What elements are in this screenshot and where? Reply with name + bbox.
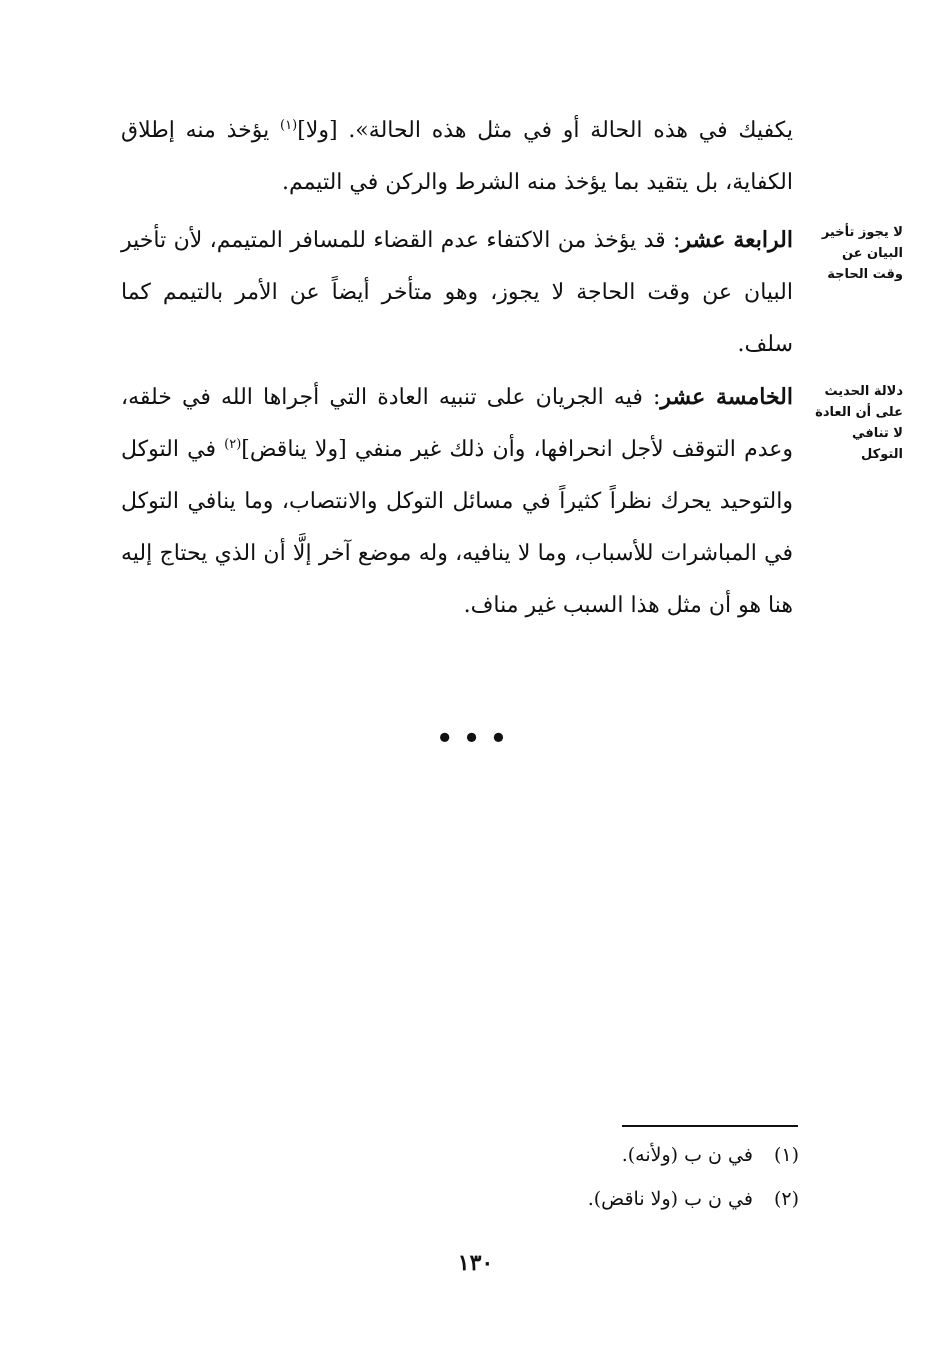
footnote: [299, 1184, 799, 1214]
section-separator: •••: [435, 719, 516, 757]
footnote-number: (١): [773, 1144, 799, 1166]
footnote-ref: (٢): [224, 437, 242, 452]
paragraph-body: : فيه الجريان على تنبيه العادة التي أجراها الله في خلقه، وعدم التوقف لأجل انحرافها، وأن ذلك غير منفي [ولا يناقض]: [121, 385, 793, 462]
paragraph-tail: في التوكل والتوحيد يحرك نظراً كثيراً في مسائل التوكل والانتصاب، وما ينافي التوكل في المباشرات للأسباب، وما لا ينافيه، وله موضع آخر إلَّا أن الذي يحتاج إليه هنا هو أن مثل هذا السبب غير مناف.: [121, 437, 793, 618]
footnote-ref: (١): [280, 118, 298, 133]
footnote-text: في ن ب (ولا ناقض).: [587, 1188, 753, 1210]
paragraph-fourteenth: [121, 214, 793, 371]
paragraph-body: : قد يؤخذ من الاكتفاء عدم القضاء للمسافر المتيمم، لأن تأخير البيان عن وقت الحاجة لا يجوز، وهو متأخر أيضاً عن الأمر بالتيمم كما سلف.: [121, 228, 793, 357]
paragraph-lead: الخامسة عشر: [660, 384, 793, 410]
footnote-text: في ن ب (ولأنه).: [621, 1144, 753, 1166]
page-number: ١٣٠: [457, 1250, 494, 1276]
margin-note-habit-and-reliance: دلالة الحديث على أن العادة لا تنافي التوكل: [815, 384, 903, 462]
paragraph-body: يكفيك في هذه الحالة أو في مثل هذه الحالة». [ولا]: [297, 118, 793, 143]
paragraph-tail: يؤخذ منه إطلاق الكفاية، بل يتقيد بما يؤخذ منه الشرط والركن في التيمم.: [121, 118, 793, 195]
paragraph-continuation: [121, 104, 793, 209]
footnote-rule: [622, 1125, 798, 1127]
margin-note-deferred-clarification: لا يجوز تأخير البيان عن وقت الحاجة: [821, 225, 903, 282]
paragraph-lead: الرابعة عشر: [680, 227, 793, 253]
paragraph-fifteenth: [121, 371, 793, 632]
footnote: [299, 1140, 799, 1170]
footnote-number: (٢): [773, 1188, 799, 1210]
